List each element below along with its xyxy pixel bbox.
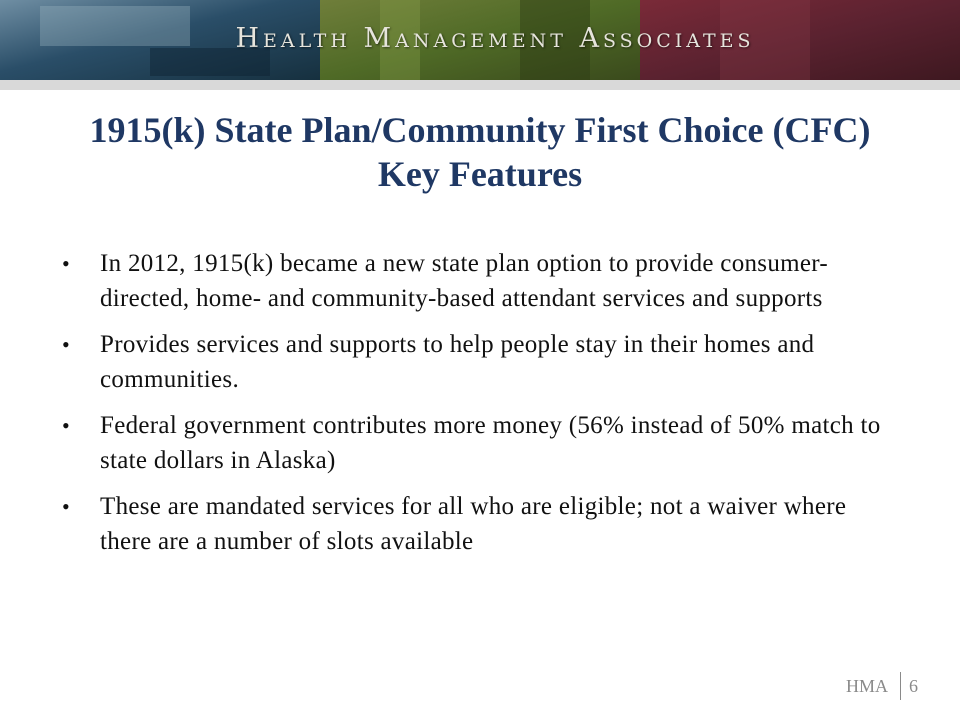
bullet-text: In 2012, 1915(k) became a new state plan option to provide consumer-directed, home- and community-based attendant services and supports — [100, 250, 829, 312]
bullet-icon: • — [62, 413, 71, 438]
slide-footer — [846, 672, 918, 700]
bullet-item — [60, 246, 900, 316]
logo-text: Health Management Associates — [235, 23, 755, 54]
bullet-text: These are mandated services for all who are eligible; not a waiver where there are a number of slots available — [100, 493, 847, 555]
bullet-icon: • — [62, 251, 71, 276]
bullet-list — [60, 246, 900, 570]
bullet-item — [60, 408, 900, 478]
slide-title — [40, 108, 920, 196]
header-divider — [0, 80, 960, 90]
slide-title-line-1: 1915(k) State Plan/Community First Choice (CFC) — [89, 110, 871, 150]
bullet-icon: • — [62, 332, 71, 357]
footer-separator — [900, 672, 901, 700]
footer-org: HMA — [845, 675, 888, 696]
slide-title-line-2: Key Features — [377, 154, 583, 194]
bullet-item — [60, 327, 900, 397]
bullet-icon: • — [62, 494, 71, 519]
bullet-text: Federal government contributes more money (56% instead of 50% match to state dollars in Alaska) — [100, 412, 881, 474]
header-banner — [0, 0, 960, 80]
banner-logo — [0, 0, 960, 80]
bullet-text: Provides services and supports to help people stay in their homes and communities. — [100, 331, 815, 393]
page-number: 6 — [909, 675, 918, 696]
bullet-item — [60, 489, 900, 559]
